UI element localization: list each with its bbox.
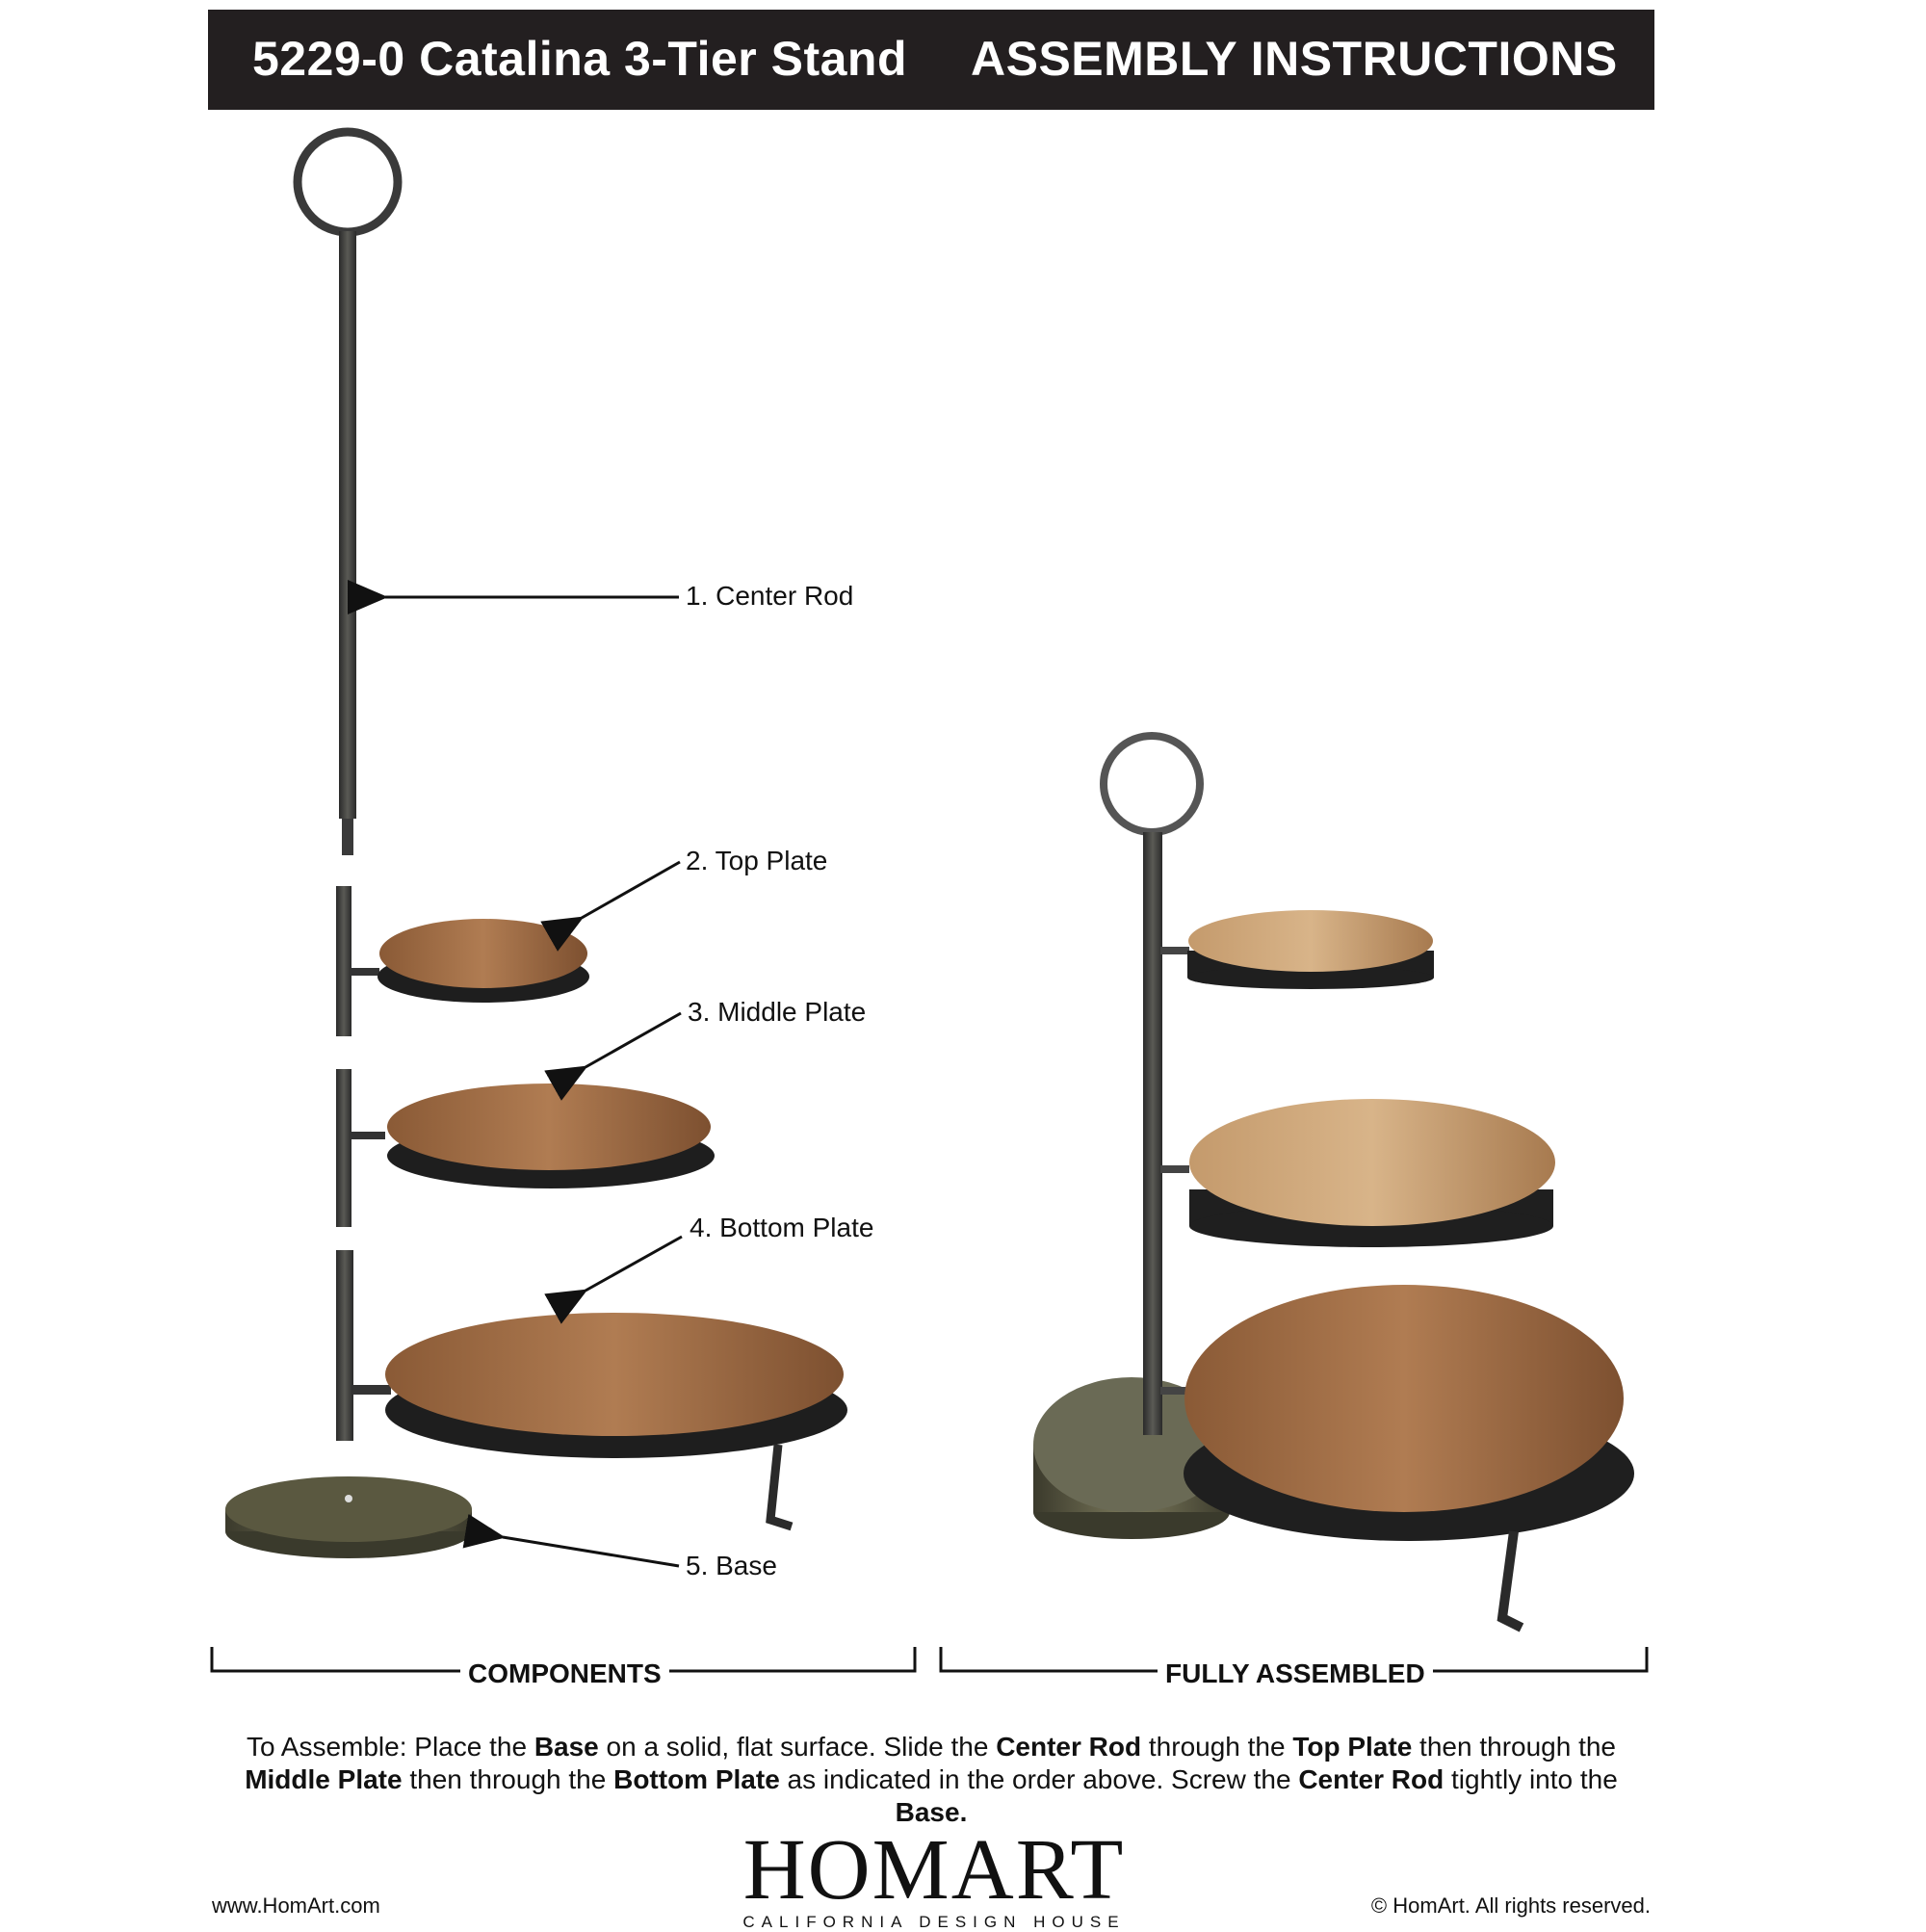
label-base: 5. Base (686, 1551, 777, 1580)
logo-tagline: CALIFORNIA DESIGN HOUSE (742, 1913, 1126, 1931)
base-icon (225, 1476, 472, 1558)
section-components-label: COMPONENTS (460, 1658, 669, 1689)
top-plate-icon (336, 886, 589, 1036)
middle-plate-icon (336, 1069, 715, 1227)
product-title: 5229-0 Catalina 3-Tier Stand (252, 32, 908, 86)
website-link[interactable]: www.HomArt.com (212, 1893, 380, 1918)
center-rod-icon (298, 132, 398, 855)
document-heading: ASSEMBLY INSTRUCTIONS (971, 32, 1618, 86)
label-bottom-plate: 4. Bottom Plate (690, 1213, 874, 1242)
label-top-plate: 2. Top Plate (686, 846, 828, 875)
assembly-instructions: To Assemble: Place the Base on a solid, flat surface. Slide the Center Rod through the Top Plate then through the Middle Plate then through the Bottom Plate as indicated in the order above. Screw the Center Rod tightly into the Base. (245, 1732, 1618, 1827)
label-middle-plate: 3. Middle Plate (688, 997, 867, 1027)
homart-logo (732, 1822, 1136, 1932)
section-assembled-label: FULLY ASSEMBLED (1158, 1658, 1433, 1689)
label-center-rod: 1. Center Rod (686, 581, 854, 611)
logo-wordmark: HOMART (742, 1822, 1126, 1918)
copyright-notice: © HomArt. All rights reserved. (1370, 1893, 1651, 1918)
assembled-stand-icon (1033, 736, 1634, 1628)
